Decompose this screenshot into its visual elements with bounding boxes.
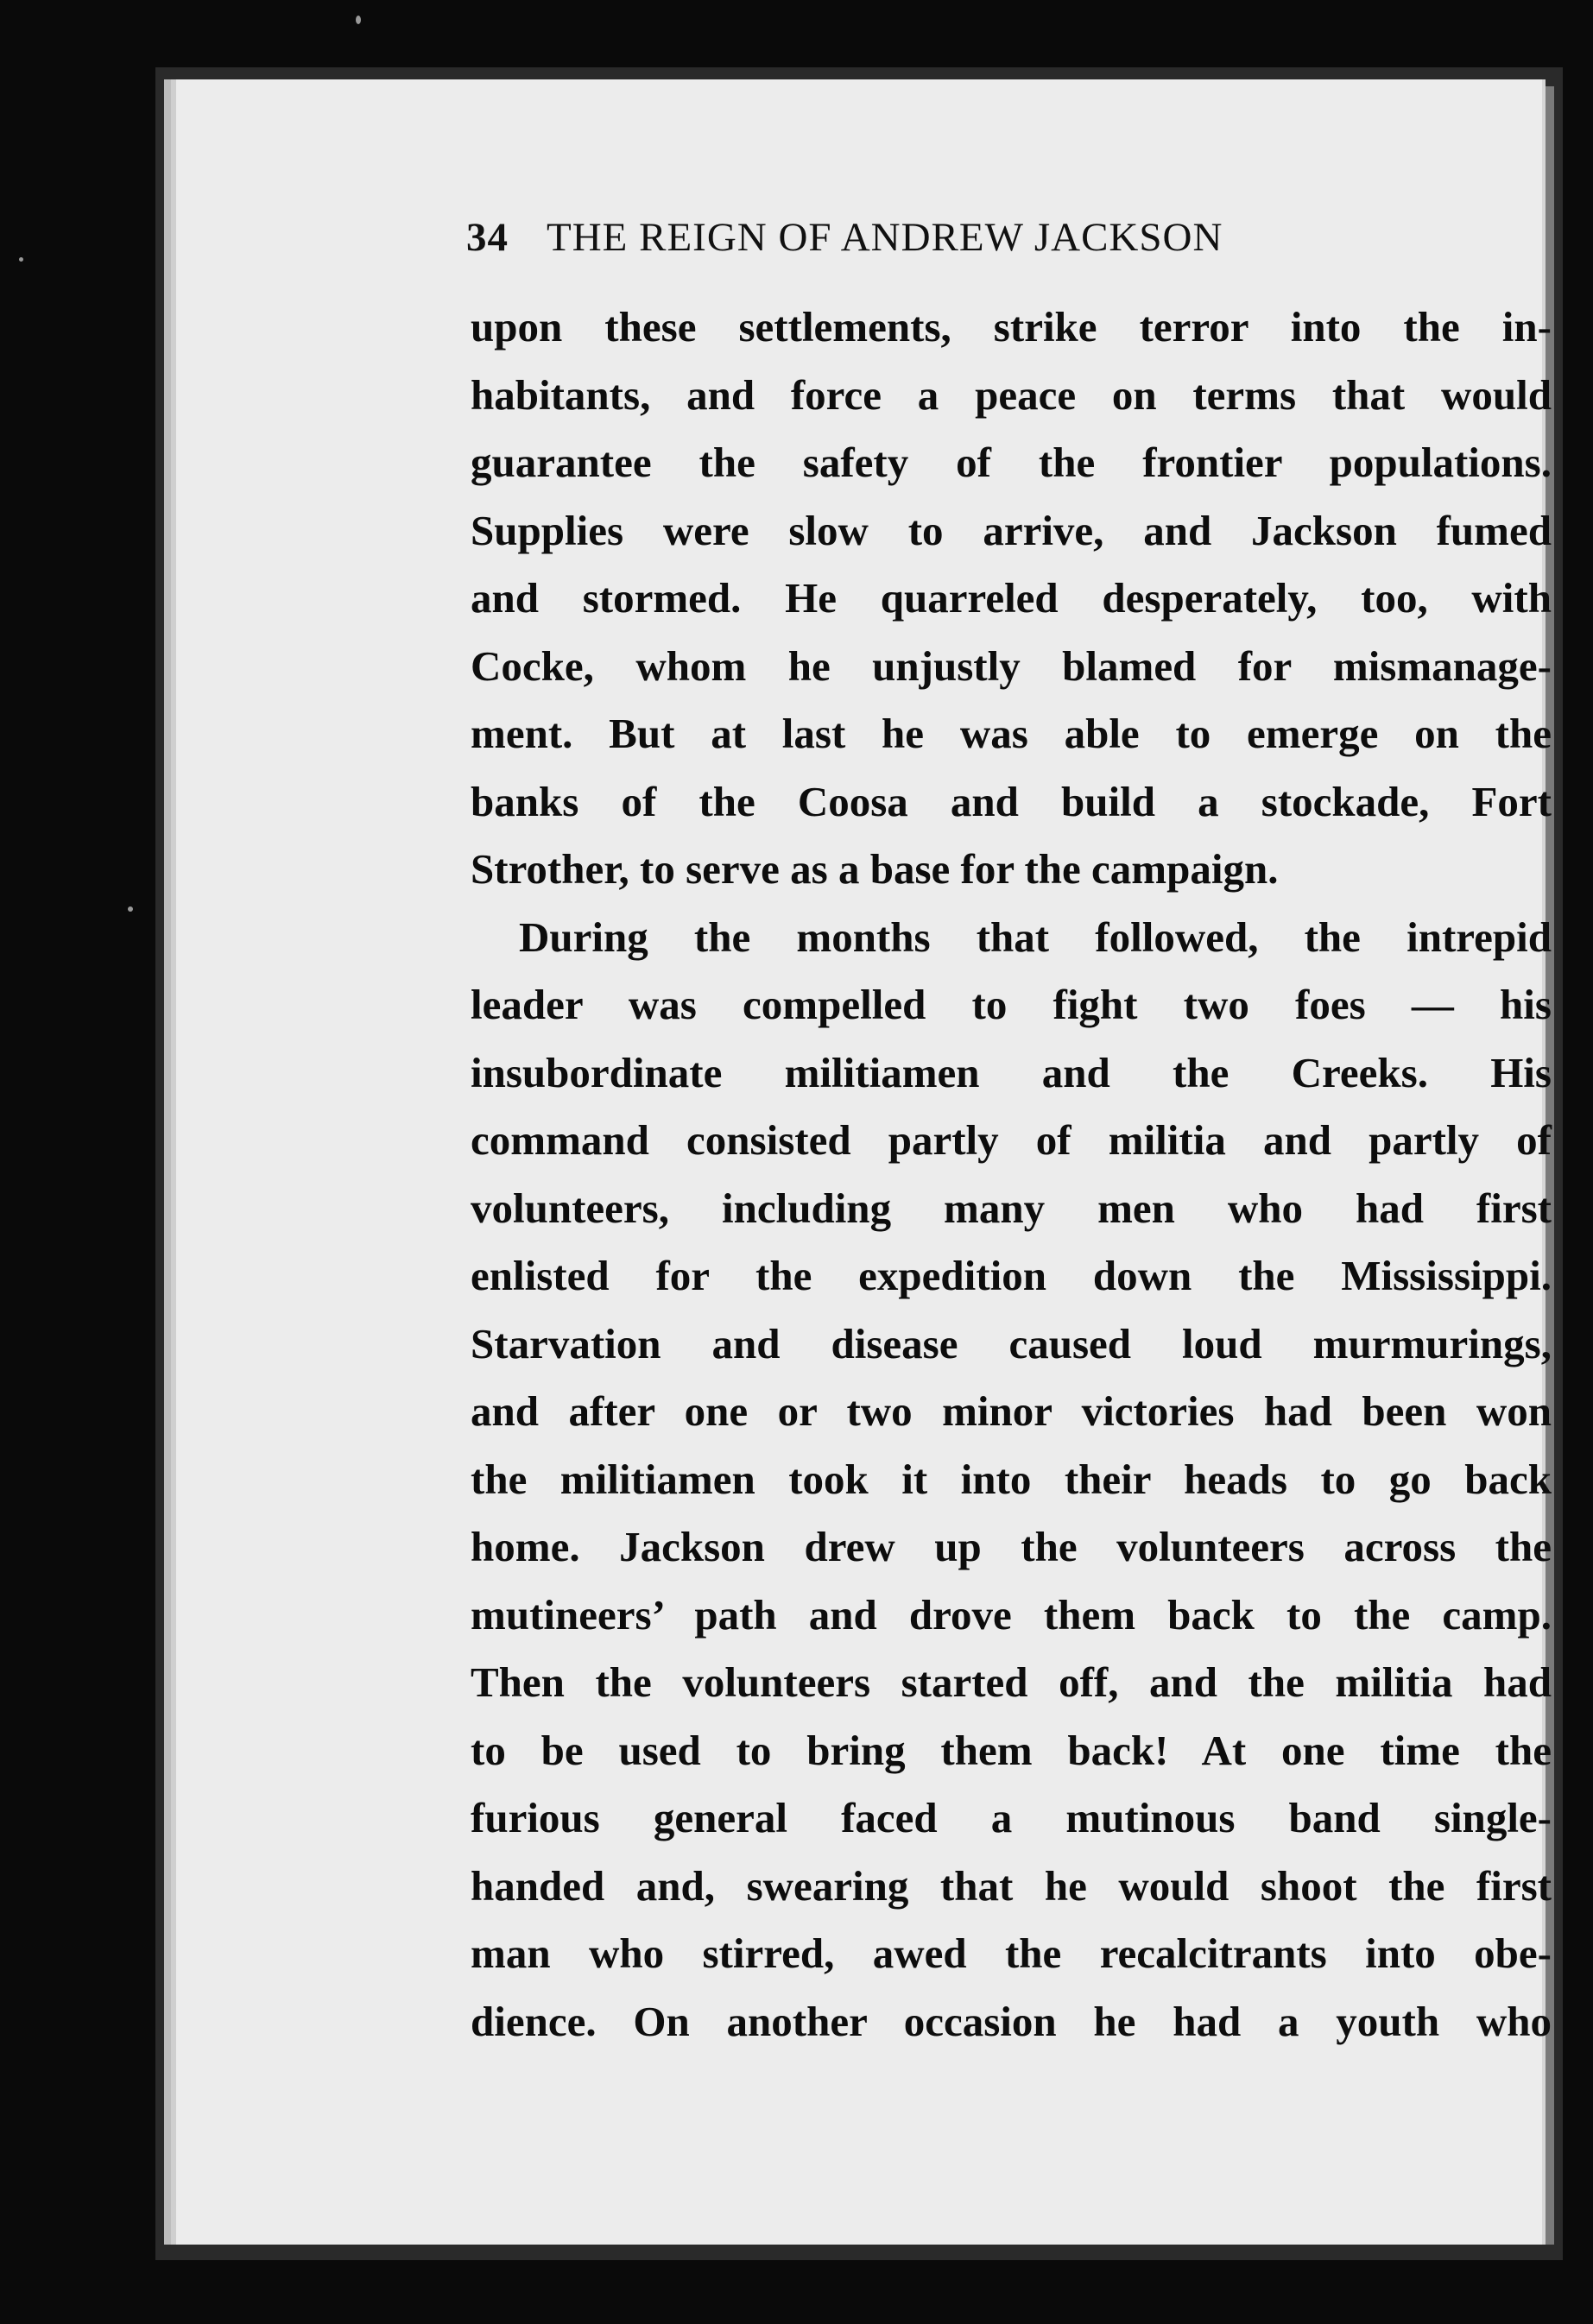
text-line: command consisted partly of militia and partly of bbox=[471, 1116, 1552, 1164]
paragraph bbox=[471, 904, 1552, 2056]
text-line: During the months that followed, the intrepid bbox=[519, 913, 1552, 961]
text-line: insubordinate militiamen and the Creeks. His bbox=[471, 1048, 1552, 1096]
text-line: guarantee the safety of the frontier populations. bbox=[471, 439, 1552, 486]
text-line: habitants, and force a peace on terms that would bbox=[471, 370, 1552, 419]
scan-speck bbox=[19, 257, 23, 262]
text-line: mutineers’ path and drove them back to the camp. bbox=[471, 1590, 1552, 1639]
text-line: and after one or two minor victories had been won bbox=[471, 1387, 1552, 1435]
text-line: enlisted for the expedition down the Mississippi. bbox=[471, 1252, 1552, 1299]
text-line: volunteers, including many men who had first bbox=[471, 1184, 1552, 1232]
text-line: ment. But at last he was able to emerge on the bbox=[471, 710, 1552, 757]
text-line: leader was compelled to fight two foes — his bbox=[471, 981, 1552, 1028]
text-line: Strother, to serve as a base for the campaign. bbox=[471, 845, 1279, 893]
text-line: the militiamen took it into their heads to go back bbox=[471, 1455, 1552, 1503]
running-header bbox=[466, 214, 1451, 275]
text-line: Starvation and disease caused loud murmurings, bbox=[471, 1319, 1552, 1367]
text-line: home. Jackson drew up the volunteers across the bbox=[471, 1523, 1552, 1570]
running-title: THE REIGN OF ANDREW JACKSON bbox=[547, 215, 1223, 260]
page-number: 34 bbox=[466, 215, 509, 260]
text-line: Supplies were slow to arrive, and Jackson fumed bbox=[471, 506, 1552, 554]
text-line: banks of the Coosa and build a stockade, Fort bbox=[471, 777, 1552, 825]
paragraph bbox=[471, 294, 1552, 904]
text-line: Then the volunteers started off, and the militia had bbox=[471, 1658, 1552, 1706]
text-line: and stormed. He quarreled desperately, too, with bbox=[471, 574, 1552, 622]
text-line: handed and, swearing that he would shoot the first bbox=[471, 1861, 1552, 1910]
scan-speck bbox=[356, 16, 361, 24]
page-edge-left bbox=[164, 79, 171, 2245]
body-text bbox=[471, 294, 1552, 2056]
text-line: to be used to bring them back! At one time the bbox=[471, 1726, 1552, 1774]
text-line: man who stirred, awed the recalcitrants into obe- bbox=[471, 1929, 1552, 1977]
text-line: dience. On another occasion he had a youth who bbox=[471, 1997, 1552, 2045]
text-line: Cocke, whom he unjustly blamed for mismanage- bbox=[471, 641, 1552, 690]
scan-speck bbox=[128, 906, 133, 912]
text-line: furious general faced a mutinous band single- bbox=[471, 1794, 1552, 1841]
text-line: upon these settlements, strike terror into the in- bbox=[471, 303, 1552, 350]
